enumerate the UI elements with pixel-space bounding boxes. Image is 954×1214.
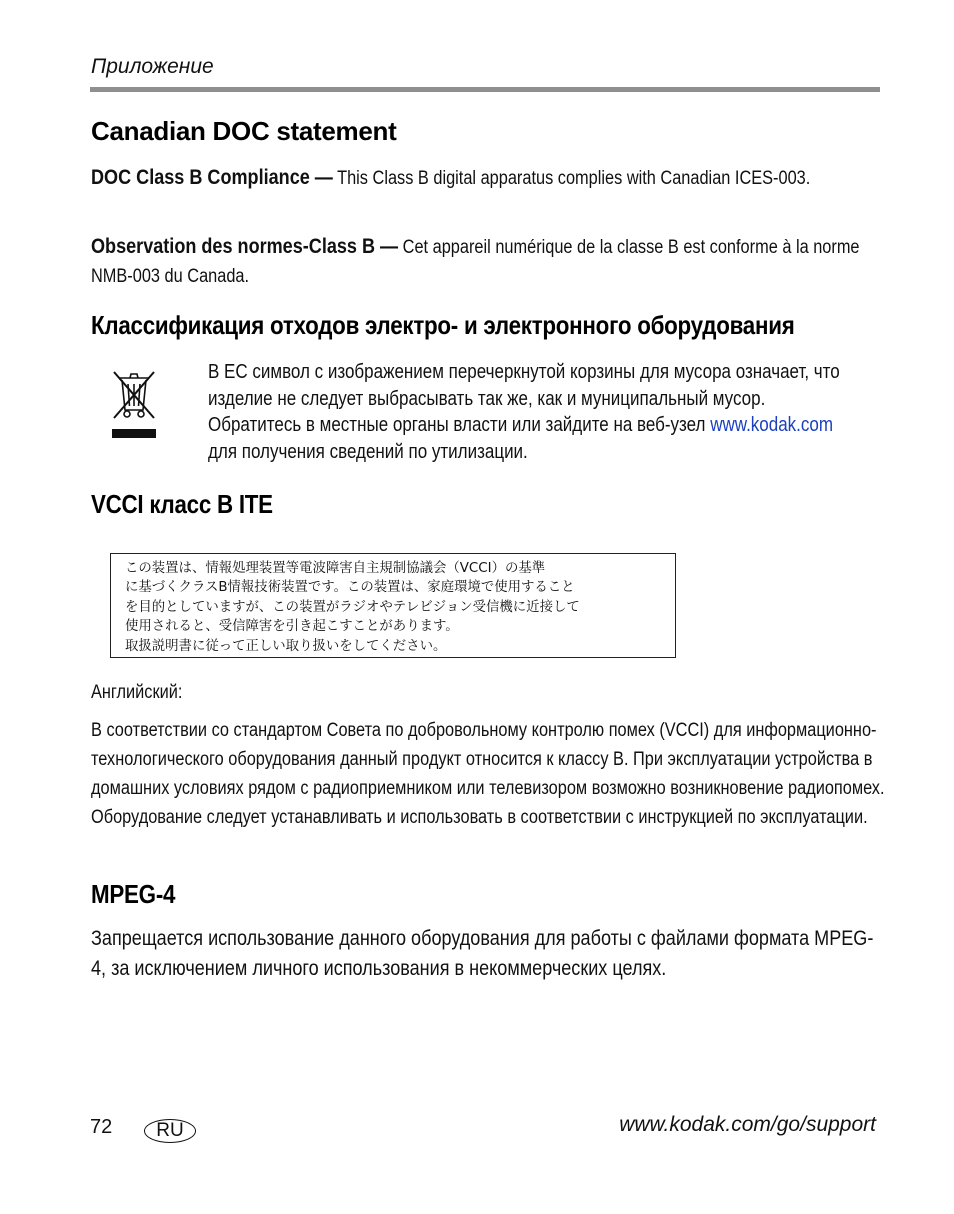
doc-observation-lead: Observation des normes-Class B — [91,235,399,258]
doc-compliance-lead: DOC Class B Compliance — [91,166,333,189]
vcci-heading: VCCI класс B ITE [91,489,273,519]
doc-compliance-body: This Class B digital apparatus complies with Canadian ICES-003. [332,168,811,189]
weee-heading: Классификация отходов электро- и электронного оборудования [91,310,795,340]
mpeg4-heading: MPEG-4 [91,879,176,909]
doc-observation-paragraph [91,232,881,291]
vcci-english-label-block [91,678,881,707]
mpeg4-paragraph [91,924,881,984]
vcci-japanese-line: 使用されると、受信障害を引き起こすことがあります。 [125,619,459,635]
canadian-doc-heading: Canadian DOC statement [91,116,397,146]
doc-compliance-text [91,163,882,193]
weee-text-after: для получения сведений по утилизации. [208,440,528,463]
vcci-english-text: В соответствии со стандартом Совета по добровольному контролю помех (VCCI) для информационно-технологического оборудования данный продукт относится к классу B. При эксплуатации устройства в домашних условиях рядом с радиоприемником или телевизором возможно возникновение радиопомех. Оборудование следует устанавливать и использовать в соответствии с инструкцией по эксплуатации. [91,720,885,828]
weee-paragraph [208,359,854,465]
mpeg4-text: Запрещается использование данного оборудования для работы с файлами формата MPEG-4, за исключением личного использования в некоммерческих целях. [91,927,874,980]
doc-observation-text [91,232,882,291]
page-number: 72 [90,1116,113,1138]
vcci-english-paragraph [91,716,885,832]
doc-observation-body: Cet appareil numérique de la classe B est conforme à la norme NMB-003 du Canada. [91,237,860,287]
doc-compliance-paragraph [91,163,881,193]
vcci-japanese-line: に基づくクラスB情報技術装置です。この装置は、家庭環境で使用すること [125,580,575,596]
vcci-japanese-line: 取扱説明書に従って正しい取り扱いをしてください。 [125,638,447,654]
crossed-out-wheelie-bin-icon [110,366,158,440]
kodak-link[interactable]: www.kodak.com [710,414,834,436]
weee-text: В ЕС символ с изображением перечеркнутой корзины для мусора означает, что изделие не следует выбрасывать так же, как и муниципальный мусор. Обратитесь в местные органы власти или зайдите на веб-узел [208,361,840,436]
support-url[interactable]: www.kodak.com/go/support [619,1113,876,1136]
vcci-japanese-line: この装置は、情報処理装置等電波障害自主規制協議会（VCCI）の基準 [125,561,546,576]
language-badge: RU [144,1119,196,1143]
vcci-japanese-statement-box [110,553,676,658]
vcci-japanese-line: を目的としていますが、この装置がラジオやテレビジョン受信機に近接して [125,599,580,615]
vcci-english-label: Английский: [91,682,183,703]
running-header: Приложение [91,55,214,78]
header-rule [90,87,880,92]
